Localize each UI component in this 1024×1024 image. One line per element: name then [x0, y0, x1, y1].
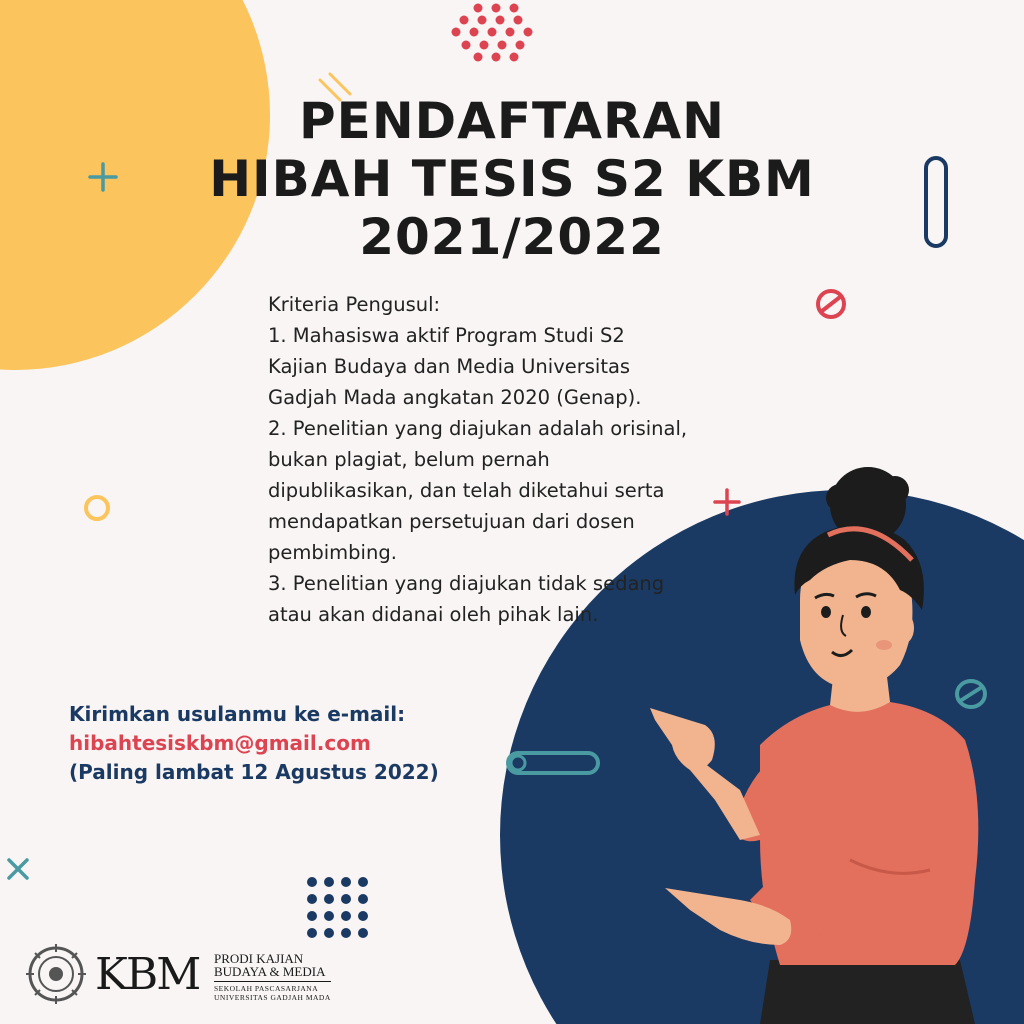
yellow-ring-decoration [86, 497, 108, 519]
logo-line-1: PRODI KAJIAN [214, 951, 304, 966]
criteria-line: mendapatkan persetujuan dari dosen [268, 510, 635, 533]
criteria-line: Gadjah Mada angkatan 2020 (Genap). [268, 386, 642, 409]
logo-line-2: BUDAYA & MEDIA [214, 964, 326, 979]
criteria-line: 3. Penelitian yang diajukan tidak sedang [268, 572, 665, 595]
title-line-2: HIBAH TESIS S2 KBM [209, 150, 815, 208]
deadline-text: (Paling lambat 12 Agustus 2022) [69, 760, 439, 784]
criteria-line: atau akan didanai oleh pihak lain. [268, 603, 599, 626]
criteria-line: dipublikasikan, dan telah diketahui serta [268, 479, 665, 502]
logo-line-4: UNIVERSITAS GADJAH MADA [214, 993, 331, 1002]
title-line-3: 2021/2022 [359, 208, 665, 266]
red-dots-pattern [452, 4, 533, 62]
ugm-emblem-icon [26, 944, 86, 1004]
criteria-line: Kajian Budaya dan Media Universitas [268, 355, 631, 378]
title-line-1: PENDAFTARAN [299, 92, 725, 150]
teal-x-decoration [9, 860, 27, 878]
criteria-line: bukan plagiat, belum pernah [268, 448, 550, 471]
cta-instruction: Kirimkan usulanmu ke e-mail: [69, 702, 406, 726]
logo-line-3: SEKOLAH PASCASARJANA [214, 981, 331, 993]
page-title [0, 92, 1024, 266]
criteria-line: pembimbing. [268, 541, 397, 564]
email-link[interactable]: hibahtesiskbm@gmail.com [69, 731, 371, 755]
red-coin-decoration [818, 291, 844, 317]
navy-dots-pattern [307, 877, 368, 938]
criteria-block [268, 289, 748, 630]
kbm-logo: KBM [95, 949, 200, 1000]
criteria-line: 1. Mahasiswa aktif Program Studi S2 [268, 324, 625, 347]
logo-subtitle [214, 952, 331, 1002]
criteria-line: 2. Penelitian yang diajukan adalah orisinal, [268, 417, 688, 440]
cta-block [69, 700, 439, 787]
criteria-heading: Kriteria Pengusul: [268, 293, 441, 316]
